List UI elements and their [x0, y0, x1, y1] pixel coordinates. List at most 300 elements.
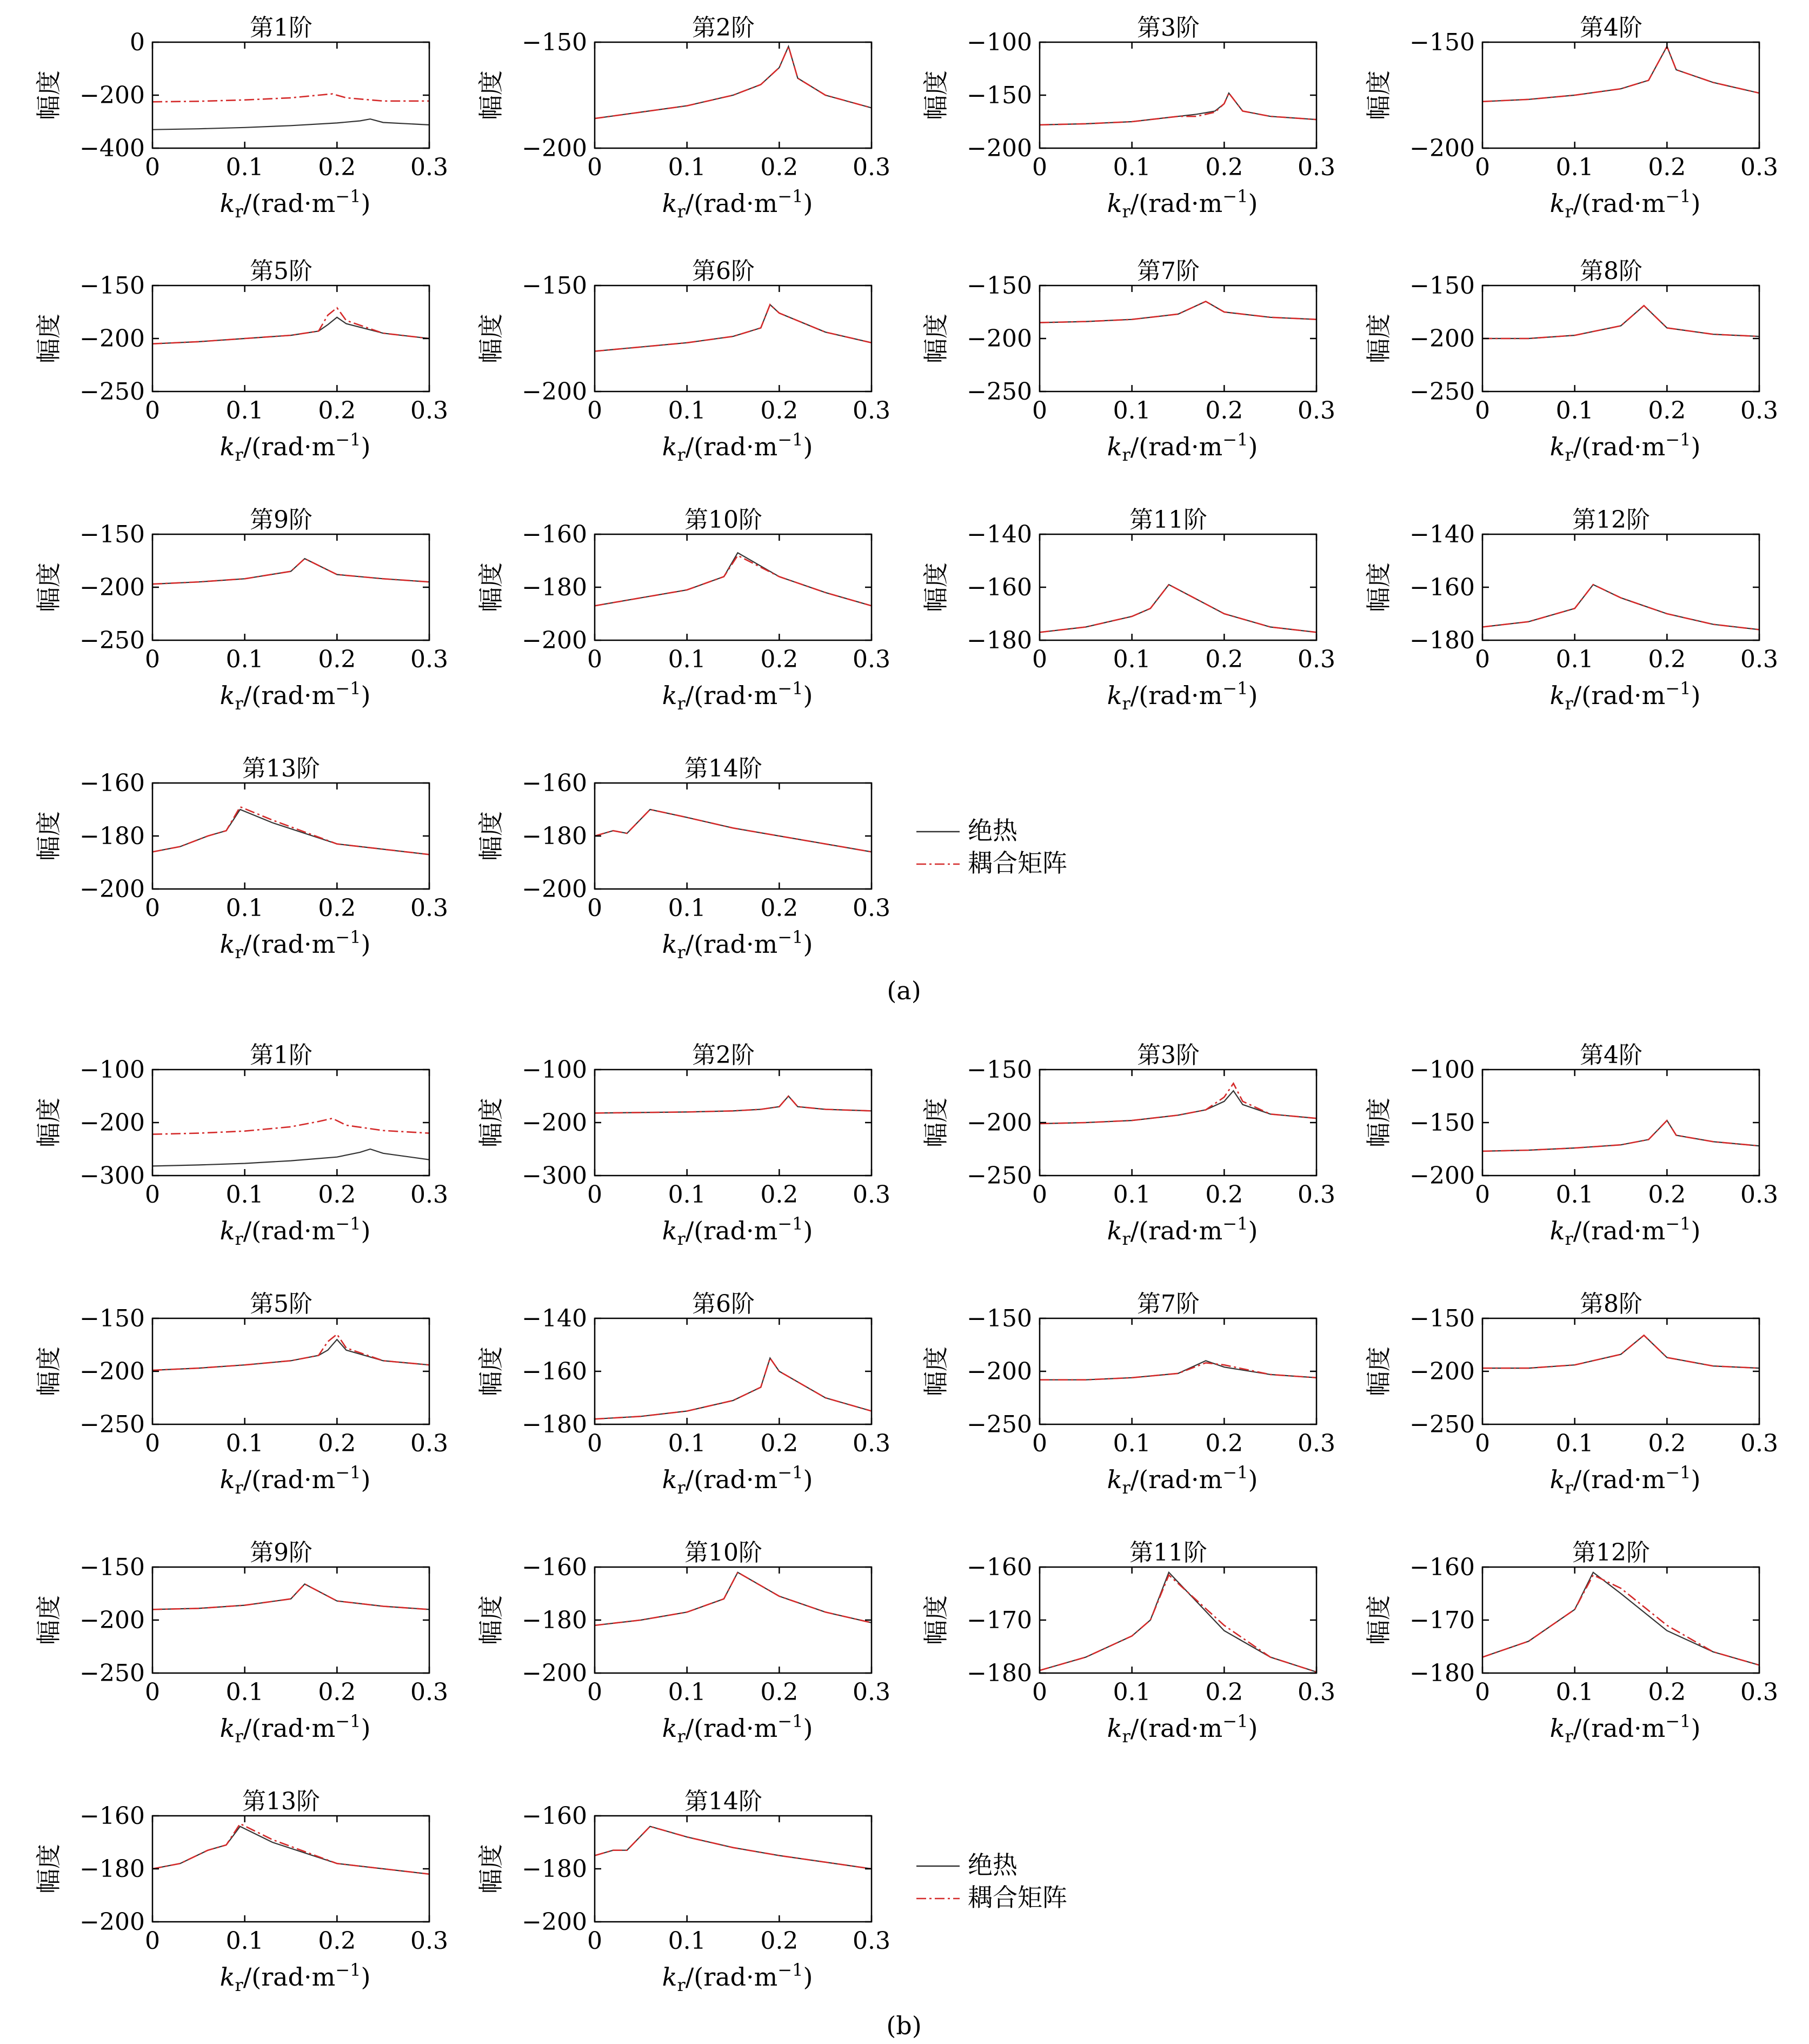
x-axis-label: $k_r/(rad\cdot m^{-1})$ [662, 1711, 813, 1747]
y-tick-label: −160 [79, 1802, 145, 1830]
y-tick-label: −250 [967, 1411, 1032, 1438]
x-tick-label: 0.3 [410, 646, 448, 673]
x-tick-label: 0.1 [1113, 154, 1151, 181]
x-axis-label: $k_r/(rad\cdot m^{-1})$ [220, 927, 371, 963]
x-tick-label: 0 [1032, 397, 1047, 424]
subplot-b-14 [476, 1788, 890, 1995]
series-line-adiabatic [595, 304, 872, 351]
subplot-title: 第9阶 [250, 506, 312, 534]
x-tick-label: 0.2 [760, 1927, 799, 1955]
x-tick-label: 0 [587, 1927, 602, 1955]
x-tick-label: 0 [1475, 1181, 1490, 1209]
x-tick-label: 0 [587, 397, 602, 424]
x-tick-label: 0.3 [853, 646, 890, 673]
subplot-title: 第2阶 [692, 1041, 755, 1069]
series-line-coupled-matrix [1040, 585, 1316, 632]
x-axis-label: $k_r/(rad\cdot m^{-1})$ [220, 429, 371, 465]
axes-frame [152, 783, 429, 889]
subplot-title: 第10阶 [684, 1539, 762, 1567]
y-tick-label: −150 [967, 272, 1032, 300]
x-tick-label: 0.2 [1205, 1430, 1243, 1457]
y-tick-label: −200 [79, 1358, 145, 1385]
x-tick-label: 0.1 [668, 397, 706, 424]
x-tick-label: 0.2 [760, 1678, 799, 1706]
y-tick-label: −150 [522, 272, 587, 300]
x-tick-label: 0 [1032, 1678, 1047, 1706]
y-axis-label: 幅度 [34, 811, 63, 861]
y-tick-label: −180 [967, 1660, 1032, 1687]
x-tick-label: 0.3 [410, 397, 448, 424]
x-tick-label: 0 [1032, 646, 1047, 673]
axes-frame [595, 1816, 872, 1922]
x-tick-label: 0 [1032, 1430, 1047, 1457]
axes-frame [152, 534, 429, 640]
y-tick-label: −160 [522, 521, 587, 548]
legend-label: 绝热 [968, 816, 1017, 845]
subplot-title: 第14阶 [684, 1788, 762, 1815]
x-tick-label: 0.2 [760, 894, 799, 922]
x-tick-label: 0 [1475, 397, 1490, 424]
subplot-a-4 [1364, 14, 1778, 222]
y-tick-label: −200 [967, 1358, 1032, 1385]
series-line-adiabatic [1482, 1572, 1759, 1665]
x-tick-label: 0.2 [760, 646, 799, 673]
x-tick-label: 0.1 [1113, 646, 1151, 673]
y-tick-label: −160 [522, 1802, 587, 1830]
x-tick-label: 0.3 [1298, 154, 1335, 181]
x-tick-label: 0.1 [225, 154, 264, 181]
series-line-adiabatic [1040, 301, 1316, 322]
x-axis-label: $k_r/(rad\cdot m^{-1})$ [662, 1462, 813, 1498]
series-line-coupled-matrix [595, 809, 872, 852]
y-tick-label: −180 [967, 627, 1032, 654]
subplot-b-7 [921, 1290, 1335, 1498]
axes-frame [1482, 42, 1759, 148]
series-line-adiabatic [1482, 306, 1759, 339]
x-tick-label: 0 [587, 1430, 602, 1457]
subplot-a-8 [1364, 257, 1778, 465]
series-line-adiabatic [595, 1358, 872, 1419]
subplot-a-6 [476, 257, 890, 465]
series-line-adiabatic [152, 119, 429, 130]
y-tick-label: −400 [79, 135, 145, 162]
subplot-a-14 [476, 755, 890, 963]
y-axis-label: 幅度 [476, 1595, 506, 1645]
legend-b [916, 1850, 1067, 1912]
series-line-coupled-matrix [152, 1584, 429, 1609]
y-tick-label: −150 [967, 1305, 1032, 1332]
axes-frame [595, 1070, 872, 1176]
subplot-title: 第14阶 [684, 755, 762, 782]
subplot-title: 第5阶 [250, 257, 312, 285]
y-axis-label: 幅度 [1364, 562, 1393, 612]
x-axis-label: $k_r/(rad\cdot m^{-1})$ [1549, 186, 1701, 222]
subplot-b-10 [476, 1539, 890, 1747]
y-tick-label: −100 [522, 1056, 587, 1084]
x-axis-label: $k_r/(rad\cdot m^{-1})$ [662, 186, 813, 222]
x-tick-label: 0.2 [760, 154, 799, 181]
series-line-coupled-matrix [595, 1358, 872, 1419]
x-tick-label: 0.2 [1648, 646, 1686, 673]
x-axis-label: $k_r/(rad\cdot m^{-1})$ [1549, 1213, 1701, 1249]
subplot-title: 第4阶 [1580, 14, 1642, 42]
y-tick-label: −150 [967, 82, 1032, 109]
series-line-adiabatic [1040, 1091, 1316, 1124]
x-tick-label: 0.2 [318, 1678, 356, 1706]
x-tick-label: 0.1 [225, 894, 264, 922]
subplot-title: 第8阶 [1580, 1290, 1642, 1318]
x-tick-label: 0.2 [1648, 1430, 1686, 1457]
axes-frame [152, 1318, 429, 1424]
series-line-adiabatic [152, 559, 429, 584]
x-axis-label: $k_r/(rad\cdot m^{-1})$ [662, 678, 813, 714]
subplot-a-9 [34, 506, 448, 714]
subplot-a-2 [476, 14, 890, 222]
y-tick-label: −140 [522, 1305, 587, 1332]
y-tick-label: −180 [1409, 627, 1475, 654]
axes-frame [1040, 42, 1316, 148]
y-tick-label: −140 [967, 521, 1032, 548]
x-tick-label: 0.1 [225, 1181, 264, 1209]
y-tick-label: −180 [522, 1855, 587, 1883]
y-tick-label: −200 [1409, 1162, 1475, 1190]
x-axis-label: $k_r/(rad\cdot m^{-1})$ [1107, 429, 1258, 465]
x-axis-label: $k_r/(rad\cdot m^{-1})$ [1107, 678, 1258, 714]
y-axis-label: 幅度 [34, 562, 63, 612]
subplot-b-5 [34, 1290, 448, 1498]
x-axis-label: $k_r/(rad\cdot m^{-1})$ [220, 1213, 371, 1249]
axes-frame [152, 1567, 429, 1673]
subplot-a-5 [34, 257, 448, 465]
x-tick-label: 0 [587, 894, 602, 922]
y-tick-label: −200 [79, 1908, 145, 1936]
axes-frame [152, 286, 429, 391]
y-tick-label: −150 [1409, 1109, 1475, 1137]
y-tick-label: −200 [1409, 135, 1475, 162]
y-axis-label: 幅度 [1364, 1595, 1393, 1645]
x-tick-label: 0 [145, 894, 160, 922]
subplot-b-9 [34, 1539, 448, 1747]
axes-frame [1482, 1070, 1759, 1176]
y-tick-label: −150 [79, 1305, 145, 1332]
series-line-adiabatic [152, 1339, 429, 1370]
x-tick-label: 0 [145, 1678, 160, 1706]
x-tick-label: 0.3 [410, 894, 448, 922]
axes-frame [1040, 534, 1316, 640]
subplot-title: 第3阶 [1137, 14, 1200, 42]
series-line-adiabatic [152, 1827, 429, 1874]
y-tick-label: −150 [79, 521, 145, 548]
y-tick-label: −160 [522, 1554, 587, 1581]
x-tick-label: 0.2 [760, 397, 799, 424]
axes-frame [595, 286, 872, 391]
subplot-title: 第7阶 [1137, 257, 1200, 285]
x-axis-label: $k_r/(rad\cdot m^{-1})$ [1107, 186, 1258, 222]
x-tick-label: 0.1 [1113, 1430, 1151, 1457]
y-tick-label: −160 [79, 769, 145, 797]
series-line-coupled-matrix [1040, 1084, 1316, 1124]
x-tick-label: 0 [1475, 1430, 1490, 1457]
series-line-coupled-matrix [152, 94, 429, 102]
y-tick-label: −150 [79, 1554, 145, 1581]
x-tick-label: 0.1 [225, 397, 264, 424]
x-tick-label: 0.1 [1113, 1181, 1151, 1209]
x-tick-label: 0.1 [1113, 397, 1151, 424]
subplot-b-8 [1364, 1290, 1778, 1498]
y-axis-label: 幅度 [476, 314, 506, 363]
subplot-title: 第2阶 [692, 14, 755, 42]
y-tick-label: −180 [79, 1855, 145, 1883]
x-tick-label: 0.2 [1205, 397, 1243, 424]
subplot-title: 第12阶 [1572, 1539, 1650, 1567]
y-axis-label: 幅度 [476, 70, 506, 120]
series-line-coupled-matrix [152, 807, 429, 854]
x-tick-label: 0.1 [668, 154, 706, 181]
subplot-title: 第1阶 [250, 14, 312, 42]
axes-frame [152, 1070, 429, 1176]
x-axis-label: $k_r/(rad\cdot m^{-1})$ [220, 678, 371, 714]
x-axis-label: $k_r/(rad\cdot m^{-1})$ [220, 1711, 371, 1747]
x-axis-label: $k_r/(rad\cdot m^{-1})$ [220, 1462, 371, 1498]
y-tick-label: −170 [967, 1607, 1032, 1634]
y-tick-label: −200 [522, 1109, 587, 1137]
x-tick-label: 0.3 [1298, 646, 1335, 673]
subplot-title: 第10阶 [684, 506, 762, 534]
y-tick-label: −150 [1409, 1305, 1475, 1332]
x-tick-label: 0.2 [1648, 397, 1686, 424]
x-axis-label: $k_r/(rad\cdot m^{-1})$ [1549, 1711, 1701, 1747]
x-tick-label: 0.3 [1740, 1181, 1778, 1209]
subplot-title: 第4阶 [1580, 1041, 1642, 1069]
subplot-a-1 [34, 14, 448, 222]
axes-frame [595, 1318, 872, 1424]
x-tick-label: 0 [587, 646, 602, 673]
y-tick-label: 0 [130, 29, 145, 56]
x-tick-label: 0.1 [668, 646, 706, 673]
series-line-adiabatic [1482, 47, 1759, 102]
captions [886, 976, 921, 2040]
x-tick-label: 0.3 [853, 397, 890, 424]
x-tick-label: 0.1 [668, 1430, 706, 1457]
x-tick-label: 0.1 [668, 894, 706, 922]
series-line-adiabatic [1040, 1572, 1316, 1672]
y-tick-label: −180 [522, 822, 587, 850]
x-tick-label: 0.2 [1205, 646, 1243, 673]
x-tick-label: 0 [587, 1181, 602, 1209]
x-tick-label: 0.3 [1740, 1430, 1778, 1457]
x-axis-label: $k_r/(rad\cdot m^{-1})$ [1549, 678, 1701, 714]
y-tick-label: −300 [522, 1162, 587, 1190]
x-tick-label: 0.2 [318, 1430, 356, 1457]
subplot-title: 第5阶 [250, 1290, 312, 1318]
axes-frame [1040, 286, 1316, 391]
axes-frame [595, 534, 872, 640]
y-axis-label: 幅度 [1364, 70, 1393, 120]
x-tick-label: 0.3 [1298, 1678, 1335, 1706]
y-tick-label: −200 [1409, 325, 1475, 353]
y-tick-label: −150 [967, 1056, 1032, 1084]
y-tick-label: −200 [522, 1660, 587, 1687]
series-line-adiabatic [1040, 93, 1316, 125]
series-line-adiabatic [595, 809, 872, 852]
x-tick-label: 0.3 [853, 1927, 890, 1955]
series-line-adiabatic [152, 317, 429, 344]
series-line-coupled-matrix [152, 308, 429, 344]
series-line-adiabatic [595, 1096, 872, 1113]
subplot-a-12 [1364, 506, 1778, 714]
series-line-coupled-matrix [1040, 1575, 1316, 1672]
x-axis-label: $k_r/(rad\cdot m^{-1})$ [220, 186, 371, 222]
y-axis-label: 幅度 [34, 1595, 63, 1645]
subplot-b-11 [921, 1539, 1335, 1747]
x-tick-label: 0.3 [410, 154, 448, 181]
x-tick-label: 0.2 [1648, 1181, 1686, 1209]
x-axis-label: $k_r/(rad\cdot m^{-1})$ [1107, 1711, 1258, 1747]
x-tick-label: 0.3 [1298, 397, 1335, 424]
x-tick-label: 0.3 [1740, 154, 1778, 181]
x-tick-label: 0 [587, 1678, 602, 1706]
subplot-b-1 [34, 1041, 448, 1249]
series-line-adiabatic [152, 1584, 429, 1609]
y-axis-label: 幅度 [1364, 1346, 1393, 1396]
axes-frame [595, 783, 872, 889]
series-line-adiabatic [595, 47, 872, 118]
x-tick-label: 0 [145, 397, 160, 424]
y-axis-label: 幅度 [921, 1595, 950, 1645]
legend-label: 耦合矩阵 [968, 1883, 1067, 1912]
x-tick-label: 0.2 [1648, 1678, 1686, 1706]
y-tick-label: −200 [967, 325, 1032, 353]
y-tick-label: −160 [967, 574, 1032, 601]
x-tick-label: 0 [1475, 1678, 1490, 1706]
legend-label: 绝热 [968, 1850, 1017, 1880]
subplot-b-12 [1364, 1539, 1778, 1747]
x-tick-label: 0.1 [668, 1678, 706, 1706]
y-tick-label: −200 [79, 574, 145, 601]
subplot-a-10 [476, 506, 890, 714]
y-tick-label: −250 [79, 1660, 145, 1687]
y-tick-label: −250 [79, 1411, 145, 1438]
series-line-coupled-matrix [152, 1118, 429, 1134]
y-tick-label: −160 [522, 769, 587, 797]
y-axis-label: 幅度 [476, 562, 506, 612]
x-tick-label: 0 [145, 646, 160, 673]
subplot-a-7 [921, 257, 1335, 465]
series-line-adiabatic [595, 553, 872, 606]
x-tick-label: 0 [145, 1181, 160, 1209]
x-axis-label: $k_r/(rad\cdot m^{-1})$ [662, 927, 813, 963]
y-tick-label: −150 [79, 272, 145, 300]
y-axis-label: 幅度 [34, 314, 63, 363]
axes-frame [1482, 1318, 1759, 1424]
series-line-coupled-matrix [595, 304, 872, 351]
subplot-title: 第6阶 [692, 1290, 755, 1318]
y-tick-label: −200 [522, 875, 587, 903]
subplot-title: 第3阶 [1137, 1041, 1200, 1069]
y-tick-label: −200 [522, 627, 587, 654]
x-tick-label: 0.1 [668, 1181, 706, 1209]
series-line-coupled-matrix [1482, 47, 1759, 102]
y-axis-label: 幅度 [921, 314, 950, 363]
y-tick-label: −200 [967, 1109, 1032, 1137]
subplot-b-13 [34, 1788, 448, 1995]
y-axis-label: 幅度 [476, 811, 506, 861]
y-tick-label: −200 [79, 1109, 145, 1137]
subplot-title: 第13阶 [242, 755, 320, 782]
y-tick-label: −200 [967, 135, 1032, 162]
x-tick-label: 0.3 [410, 1181, 448, 1209]
subplot-title: 第6阶 [692, 257, 755, 285]
y-axis-label: 幅度 [476, 1844, 506, 1894]
y-tick-label: −170 [1409, 1607, 1475, 1634]
x-axis-label: $k_r/(rad\cdot m^{-1})$ [1549, 1462, 1701, 1498]
x-tick-label: 0.1 [225, 1927, 264, 1955]
series-line-adiabatic [1040, 585, 1316, 632]
x-tick-label: 0 [145, 1927, 160, 1955]
x-tick-label: 0 [1475, 646, 1490, 673]
x-tick-label: 0.3 [410, 1430, 448, 1457]
subplot-title: 第1阶 [250, 1041, 312, 1069]
series-line-coupled-matrix [1040, 1363, 1316, 1379]
x-tick-label: 0.2 [1205, 1678, 1243, 1706]
y-tick-label: −250 [1409, 1411, 1475, 1438]
axes-frame [152, 42, 429, 148]
x-tick-label: 0.2 [1205, 1181, 1243, 1209]
y-tick-label: −250 [79, 627, 145, 654]
y-axis-label: 幅度 [34, 1098, 63, 1147]
x-tick-label: 0.3 [1740, 646, 1778, 673]
x-tick-label: 0.2 [318, 646, 356, 673]
x-tick-label: 0.3 [853, 1678, 890, 1706]
subplot-title: 第13阶 [242, 1788, 320, 1815]
x-tick-label: 0.3 [410, 1927, 448, 1955]
y-axis-label: 幅度 [921, 1098, 950, 1147]
subplot-b-4 [1364, 1041, 1778, 1249]
x-tick-label: 0.3 [853, 1181, 890, 1209]
y-tick-label: −160 [522, 1358, 587, 1385]
x-tick-label: 0.1 [1555, 1181, 1594, 1209]
y-tick-label: −100 [967, 29, 1032, 56]
y-tick-label: −100 [79, 1056, 145, 1084]
x-tick-label: 0 [145, 1430, 160, 1457]
series-line-adiabatic [1482, 1120, 1759, 1151]
y-tick-label: −160 [1409, 574, 1475, 601]
x-axis-label: $k_r/(rad\cdot m^{-1})$ [1107, 1213, 1258, 1249]
subplot-title: 第11阶 [1129, 506, 1207, 534]
y-tick-label: −180 [522, 574, 587, 601]
subplot-title: 第7阶 [1137, 1290, 1200, 1318]
subplot-b-3 [921, 1041, 1335, 1249]
x-tick-label: 0.2 [760, 1430, 799, 1457]
x-tick-label: 0.3 [853, 154, 890, 181]
series-line-coupled-matrix [1040, 301, 1316, 322]
x-tick-label: 0.3 [410, 1678, 448, 1706]
y-tick-label: −140 [1409, 521, 1475, 548]
y-tick-label: −300 [79, 1162, 145, 1190]
subplot-b-2 [476, 1041, 890, 1249]
series-line-adiabatic [152, 1149, 429, 1166]
x-tick-label: 0.2 [318, 1181, 356, 1209]
x-tick-label: 0.1 [225, 1430, 264, 1457]
y-tick-label: −200 [522, 135, 587, 162]
y-axis-label: 幅度 [34, 1346, 63, 1396]
y-axis-label: 幅度 [921, 1346, 950, 1396]
x-tick-label: 0.2 [318, 154, 356, 181]
subplot-title: 第9阶 [250, 1539, 312, 1567]
y-tick-label: −150 [1409, 29, 1475, 56]
x-axis-label: $k_r/(rad\cdot m^{-1})$ [220, 1960, 371, 1995]
y-axis-label: 幅度 [1364, 314, 1393, 363]
